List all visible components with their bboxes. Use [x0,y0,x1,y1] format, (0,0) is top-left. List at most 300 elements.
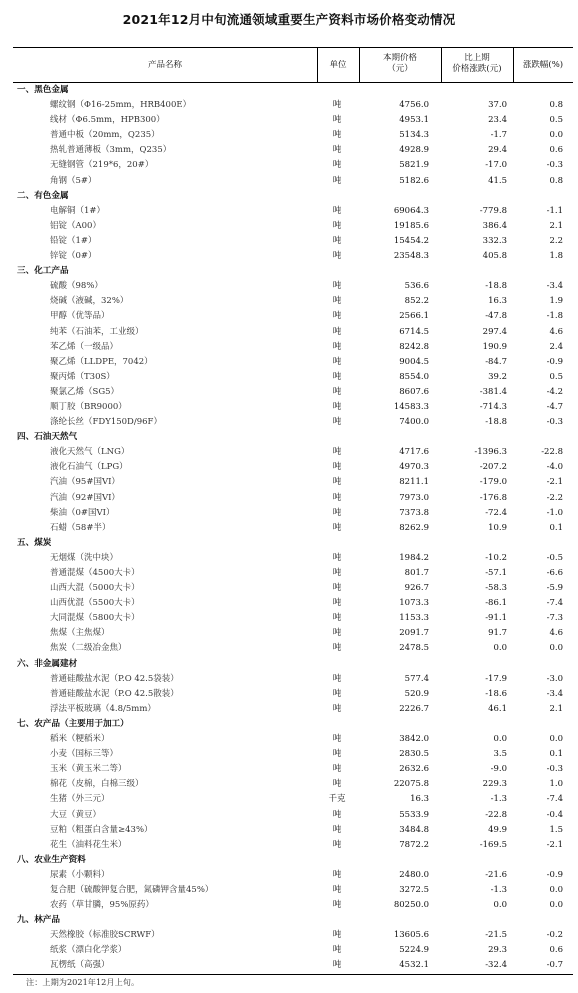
unit-cell: 吨 [332,205,342,216]
price-cell: 2091.7 [399,628,429,639]
unit-cell: 吨 [332,326,342,337]
table-row [13,838,573,853]
product-name: 涤纶长丝（FDY150D/96F） [50,417,162,428]
product-name: 汽油（95#国VI） [50,477,120,488]
change-cell: -22.8 [485,809,507,820]
change-cell: -91.1 [485,613,507,624]
table-row [13,641,573,656]
change-cell: 41.5 [488,175,507,186]
table-row [13,234,573,249]
change-cell: 405.8 [482,251,507,262]
unit-cell: 吨 [332,884,342,895]
section-title: 二、有色金属 [17,190,69,201]
product-name: 线材（Φ6.5mm，HPB300） [50,115,165,126]
change-cell: -714.3 [479,401,507,412]
pct-cell: 0.5 [549,371,563,382]
change-cell: -57.1 [485,568,507,578]
price-cell: 1153.3 [399,613,429,624]
price-cell: 7373.8 [399,507,429,518]
change-cell: -169.5 [479,839,507,850]
change-cell: -47.8 [485,311,507,322]
pct-cell: -6.6 [546,568,563,578]
unit-cell: 吨 [332,296,342,307]
price-cell: 3842.0 [399,734,429,745]
pct-cell: -0.7 [546,960,563,971]
change-cell: -1.3 [490,794,507,805]
pct-cell: -4.0 [546,462,563,473]
pct-cell: 0.8 [549,100,563,111]
header-unit: 单位 [329,60,347,70]
price-cell: 5224.9 [399,945,429,956]
unit-cell: 吨 [332,643,342,654]
table-row [13,792,573,807]
pct-cell: 0.0 [549,643,563,654]
table-row [13,581,573,596]
pct-cell: -3.0 [546,673,563,684]
unit-cell: 千克 [328,794,346,805]
change-cell: -10.2 [485,552,507,563]
change-cell: 16.3 [488,296,507,307]
pct-cell: -4.7 [546,401,563,412]
price-cell: 2480.0 [399,869,429,880]
pct-cell: 2.2 [549,235,563,246]
price-cell: 5821.9 [399,160,429,171]
unit-cell: 吨 [332,583,342,594]
table-row [13,98,573,113]
table-row [13,219,573,234]
unit-cell: 吨 [332,145,342,156]
price-cell: 3272.5 [399,884,429,895]
change-cell: -1396.3 [474,447,507,458]
change-cell: -18.8 [485,281,507,292]
product-name: 尿素（小颗料） [50,869,110,880]
price-cell: 22075.8 [393,779,429,790]
table-row [13,928,573,943]
product-name: 瓦楞纸（高强） [50,960,110,971]
unit-cell: 吨 [332,477,342,488]
pct-cell: 0.0 [549,884,563,895]
pct-cell: 1.0 [549,779,563,790]
header-price: 本期价格 （元） [382,53,417,74]
table-row [13,325,573,340]
product-name: 农药（草甘膦，95%原药） [50,900,154,911]
pct-cell: 1.8 [549,251,563,262]
unit-cell: 吨 [332,220,342,231]
unit-cell: 吨 [332,160,342,171]
pct-cell: 0.6 [549,145,563,156]
section-title: 四、石油天然气 [17,432,78,443]
price-cell: 4970.3 [399,462,429,473]
table-row [13,823,573,838]
pct-cell: -2.1 [546,839,563,850]
table-row [13,943,573,958]
product-name: 苯乙烯（一级品） [50,341,119,352]
section-header [13,264,573,279]
product-name: 普通混煤（4500大卡） [50,568,140,578]
unit-cell: 吨 [332,960,342,971]
section-header [13,83,573,98]
product-name: 聚乙烯（LLDPE，7042） [50,356,153,367]
price-cell: 852.2 [404,296,429,307]
unit-cell: 吨 [332,568,342,578]
section-header [13,913,573,928]
table-row [13,355,573,370]
product-name: 焦煤（主焦煤） [50,628,110,639]
footnote: 注：上期为2021年12月上旬。 [26,977,140,987]
pct-cell: -0.5 [546,552,563,563]
change-cell: 23.4 [488,115,507,126]
header-pct: 涨跌幅(%) [522,60,564,70]
table-row [13,340,573,355]
product-name: 无缝钢管（219*6，20#） [50,160,154,171]
change-cell: -21.6 [485,869,507,880]
unit-cell: 吨 [332,386,342,397]
change-cell: -1.3 [490,884,507,895]
pct-cell: 4.6 [549,628,563,639]
change-cell: -17.9 [485,673,507,684]
pct-cell: -0.9 [546,356,563,367]
table-row [13,279,573,294]
pct-cell: 0.5 [549,115,563,126]
product-name: 大同混煤（5800大卡） [50,613,140,624]
table-row [13,113,573,128]
unit-cell: 吨 [332,703,342,714]
change-cell: -18.6 [485,688,507,699]
price-cell: 7872.2 [399,839,429,850]
pct-cell: -0.4 [546,809,563,820]
table-row [13,898,573,913]
unit-cell: 吨 [332,130,342,141]
unit-cell: 吨 [332,734,342,745]
table-row [13,491,573,506]
unit-cell: 吨 [332,869,342,880]
product-name: 稻米（粳稻米） [50,734,110,745]
pct-cell: -3.4 [546,281,563,292]
unit-cell: 吨 [332,356,342,367]
pct-cell: -22.8 [541,447,563,458]
unit-cell: 吨 [332,839,342,850]
change-cell: -779.8 [479,205,507,216]
unit-cell: 吨 [332,900,342,911]
price-cell: 16.3 [410,794,429,805]
pct-cell: -5.9 [546,583,563,594]
price-cell: 5533.9 [399,809,429,820]
section-title: 一、黑色金属 [17,85,69,95]
pct-cell: 0.1 [549,522,563,533]
product-name: 山西优混（5500大卡） [50,598,140,609]
price-cell: 2478.5 [399,643,429,654]
header-change: 比上期 价格涨跌(元) [452,53,502,74]
change-cell: -58.3 [485,583,507,594]
unit-cell: 吨 [332,552,342,563]
table-row [13,445,573,460]
price-cell: 23548.3 [393,251,429,262]
unit-cell: 吨 [332,100,342,111]
pct-cell: -1.1 [546,205,563,216]
change-cell: 39.2 [488,371,507,382]
price-cell: 9004.5 [399,356,429,367]
table-row [13,732,573,747]
table-row [13,626,573,641]
section-title: 九、林产品 [17,915,60,926]
change-cell: 332.3 [482,235,507,246]
price-cell: 520.9 [404,688,429,699]
table-row [13,475,573,490]
pct-cell: 0.0 [549,900,563,911]
price-cell: 4717.6 [399,447,429,458]
product-name: 液化石油气（LPG） [50,462,128,473]
price-cell: 5182.6 [399,175,429,186]
price-cell: 577.4 [404,673,429,684]
product-name: 复合肥（硫酸钾复合肥，氮磷钾含量45%） [50,884,214,895]
unit-cell: 吨 [332,749,342,760]
unit-cell: 吨 [332,462,342,473]
change-cell: -1.7 [490,130,507,141]
product-name: 热轧普通薄板（3mm，Q235） [50,145,172,156]
pct-cell: -2.2 [546,492,563,503]
table-row [13,521,573,536]
table-row [13,309,573,324]
unit-cell: 吨 [332,809,342,820]
change-cell: -32.4 [485,960,507,971]
unit-cell: 吨 [332,598,342,609]
section-title: 八、农业生产资料 [17,854,86,865]
table-row [13,777,573,792]
product-name: 螺纹钢（Φ16-25mm，HRB400E） [50,100,192,111]
table-row [13,506,573,521]
table-header [13,47,573,82]
pct-cell: 0.0 [549,734,563,745]
table-row [13,128,573,143]
product-name: 浮法平板玻璃（4.8/5mm） [50,703,156,714]
product-name: 纯苯（石油苯，工业级） [50,326,144,337]
change-cell: 10.9 [488,522,507,533]
price-cell: 80250.0 [393,900,429,911]
price-cell: 6714.5 [399,326,429,337]
table-row [13,415,573,430]
unit-cell: 吨 [332,673,342,684]
price-cell: 7400.0 [399,417,429,428]
section-header [13,717,573,732]
change-cell: 0.0 [493,734,507,745]
product-name: 铅锭（1#） [50,235,97,246]
price-cell: 8554.0 [399,371,429,382]
table-row [13,747,573,762]
section-header [13,189,573,204]
change-cell: 229.3 [482,779,507,790]
table-row [13,294,573,309]
price-cell: 8211.1 [399,477,429,488]
pct-cell: 0.6 [549,945,563,956]
unit-cell: 吨 [332,613,342,624]
price-cell: 1073.3 [399,598,429,609]
pct-cell: -0.3 [546,160,563,171]
table-row [13,249,573,264]
price-cell: 15454.2 [393,235,429,246]
unit-cell: 吨 [332,764,342,775]
product-name: 硫酸（98%） [50,281,103,292]
price-table [13,47,573,975]
change-cell: -9.0 [490,764,507,775]
change-cell: 49.9 [488,824,507,835]
product-name: 豆粕（粗蛋白含量≥43%） [50,824,153,835]
table-row [13,702,573,717]
table-row [13,808,573,823]
table-body [13,82,573,975]
price-cell: 2632.6 [399,764,429,775]
product-name: 棉花（皮棉，白棉三级） [50,779,144,790]
product-name: 天然橡胶（标准胶SCRWF） [50,930,160,941]
product-name: 小麦（国标三等） [50,749,119,760]
price-cell: 13605.6 [393,930,429,941]
product-name: 玉米（黄玉米二等） [50,764,127,775]
unit-cell: 吨 [332,688,342,699]
table-row [13,672,573,687]
page-title: 2021年12月中旬流通领域重要生产资料市场价格变动情况 [122,12,456,27]
table-row [13,551,573,566]
table-row [13,868,573,883]
table-row [13,158,573,173]
product-name: 烧碱（液碱，32%） [50,296,129,307]
change-cell: -381.4 [479,386,507,397]
product-name: 山西大混（5000大卡） [50,583,140,594]
section-title: 六、非金属建材 [17,658,78,669]
pct-cell: 0.1 [549,749,563,760]
price-cell: 8262.9 [399,522,429,533]
price-cell: 4756.0 [399,100,429,111]
table-row [13,596,573,611]
section-title: 三、化工产品 [17,266,69,277]
unit-cell: 吨 [332,930,342,941]
unit-cell: 吨 [332,417,342,428]
table-row [13,400,573,415]
price-cell: 69064.3 [393,205,429,216]
product-name: 焦炭（二级冶金焦） [50,643,127,654]
section-header [13,657,573,672]
unit-cell: 吨 [332,341,342,352]
table-row [13,566,573,581]
pct-cell: -3.4 [546,688,563,699]
header-name: 产品名称 [147,60,182,70]
change-cell: -17.0 [485,160,507,171]
pct-cell: -7.3 [546,613,563,624]
change-cell: 190.9 [482,341,507,352]
price-cell: 1984.2 [399,552,429,563]
pct-cell: 2.1 [549,220,563,231]
change-cell: 297.4 [482,326,507,337]
price-cell: 4953.1 [399,115,429,126]
change-cell: -72.4 [485,507,507,518]
change-cell: -84.7 [485,356,507,367]
product-name: 顺丁胶（BR9000） [50,401,127,412]
price-cell: 801.7 [404,568,429,578]
pct-cell: -0.3 [546,764,563,775]
unit-cell: 吨 [332,175,342,186]
table-row [13,687,573,702]
unit-cell: 吨 [332,779,342,790]
change-cell: 0.0 [493,900,507,911]
change-cell: -207.2 [479,462,507,473]
unit-cell: 吨 [332,507,342,518]
change-cell: -21.5 [485,930,507,941]
section-header [13,853,573,868]
pct-cell: -1.0 [546,507,563,518]
price-cell: 4532.1 [399,960,429,971]
change-cell: -176.8 [479,492,507,503]
unit-cell: 吨 [332,311,342,322]
product-name: 普通硅酸盐水泥（P.O 42.5袋装） [50,673,179,684]
product-name: 普通中板（20mm，Q235） [50,130,160,141]
unit-cell: 吨 [332,371,342,382]
change-cell: 37.0 [488,100,507,111]
price-cell: 2226.7 [399,703,429,714]
table-row [13,958,573,973]
change-cell: 29.4 [488,145,507,156]
unit-cell: 吨 [332,281,342,292]
price-cell: 3484.8 [399,824,429,835]
product-name: 液化天然气（LNG） [50,447,130,458]
pct-cell: -0.2 [546,930,563,941]
pct-cell: -2.1 [546,477,563,488]
product-name: 花生（油料花生米） [50,839,127,850]
section-title: 七、农产品（主要用于加工） [17,718,129,729]
price-cell: 536.6 [404,281,429,292]
pct-cell: -1.8 [546,311,563,322]
product-name: 聚丙烯（T30S） [50,371,115,382]
change-cell: 91.7 [488,628,507,639]
change-cell: 29.3 [488,945,507,956]
product-name: 甲醇（优等品） [50,311,110,322]
pct-cell: -0.3 [546,417,563,428]
table-row [13,611,573,626]
section-title: 五、煤炭 [17,537,52,548]
pct-cell: -7.4 [546,598,563,609]
pct-cell: 0.8 [549,175,563,186]
table-row [13,762,573,777]
price-cell: 4928.9 [399,145,429,156]
table-row [13,883,573,898]
unit-cell: 吨 [332,251,342,262]
pct-cell: 4.6 [549,326,563,337]
price-cell: 7973.0 [399,492,429,503]
unit-cell: 吨 [332,522,342,533]
pct-cell: -4.2 [546,386,563,397]
product-name: 无烟煤（洗中块） [50,552,119,563]
unit-cell: 吨 [332,401,342,412]
pct-cell: 1.5 [549,824,563,835]
change-cell: -18.8 [485,417,507,428]
price-cell: 2566.1 [399,311,429,322]
product-name: 石蜡（58#半） [50,522,111,533]
change-cell: 0.0 [493,643,507,654]
product-name: 纸浆（漂白化学浆） [50,945,127,956]
product-name: 聚氯乙烯（SG5） [50,386,120,397]
product-name: 大豆（黄豆） [50,809,102,820]
product-name: 电解铜（1#） [50,205,106,216]
product-name: 锌锭（0#） [50,251,97,262]
change-cell: 3.5 [493,749,507,760]
table-row [13,204,573,219]
unit-cell: 吨 [332,628,342,639]
table-row [13,460,573,475]
product-name: 汽油（92#国VI） [50,492,120,503]
price-cell: 2830.5 [399,749,429,760]
pct-cell: 2.4 [549,341,563,352]
product-name: 柴油（0#国VI） [50,507,115,518]
product-name: 铝锭（A00） [50,220,101,231]
pct-cell: 2.1 [549,703,563,714]
price-cell: 8242.8 [399,341,429,352]
